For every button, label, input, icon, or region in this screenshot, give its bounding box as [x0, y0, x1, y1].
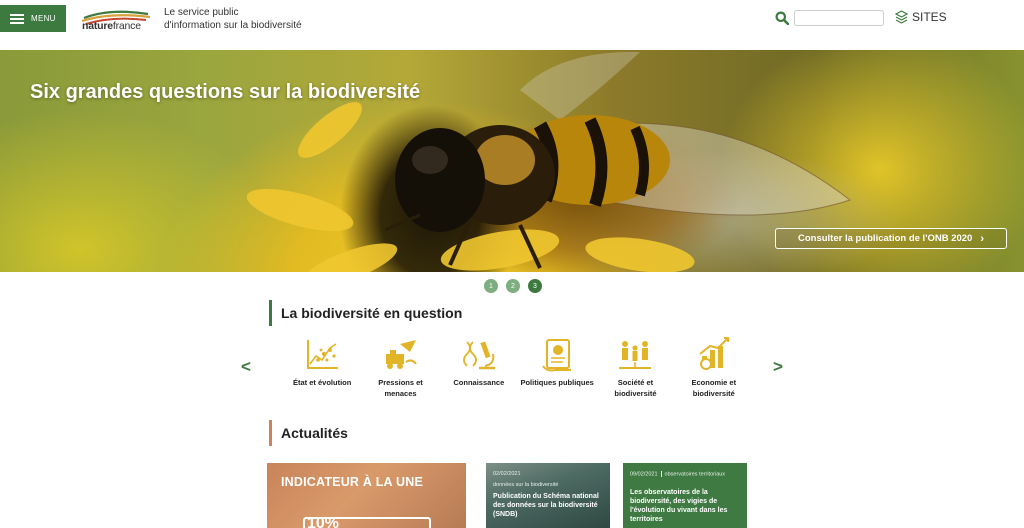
hero-title: Six grandes questions sur la biodiversité: [30, 81, 421, 103]
category-economie-biodiversite[interactable]: [675, 336, 753, 399]
pressure-icon: [380, 336, 420, 374]
category-societe-biodiversite[interactable]: [596, 336, 674, 399]
biodiversite-heading-text: La biodiversité en question: [281, 305, 463, 321]
sites-label: SITES: [912, 10, 947, 24]
menu-button[interactable]: [0, 5, 66, 32]
category-etat-evolution[interactable]: [283, 336, 361, 399]
hero-cta-button[interactable]: [775, 228, 1007, 249]
card-kicker: INDICATEUR À LA UNE: [281, 475, 423, 489]
menu-label: MENU: [31, 14, 56, 23]
site-header: [0, 0, 1024, 50]
actualites-section-heading: [269, 420, 348, 446]
news-card-sndb[interactable]: [486, 463, 610, 528]
economy-icon: [694, 336, 734, 374]
card-title: Publication du Schéma national des données sur la biodiversité (SNDB): [493, 493, 599, 518]
heading-accent-bar: [269, 300, 272, 326]
card-meta: 09/02/2021 observatoires territoriaux: [630, 471, 726, 478]
slide-dot-3[interactable]: 3: [528, 279, 542, 293]
categories-prev-button[interactable]: <: [241, 357, 251, 376]
actualites-heading-text: Actualités: [281, 425, 348, 441]
hero-cta-label: Consulter la publication de l'ONB 2020: [797, 233, 973, 244]
scroll-icon: [537, 336, 577, 374]
news-card-observatoires[interactable]: [623, 463, 747, 528]
heading-accent-bar: [269, 420, 272, 446]
layers-icon: [895, 10, 908, 24]
site-tagline: Le service public d'information sur la biodiversité: [164, 7, 302, 31]
category-label: Société et biodiversité: [614, 378, 657, 398]
news-card-indicateur[interactable]: [267, 463, 466, 528]
search-icon[interactable]: [775, 11, 789, 25]
category-label: État et évolution: [292, 378, 352, 387]
card-tag: données sur la biodiversité: [493, 482, 559, 488]
hero-banner: [0, 50, 1024, 272]
microscope-icon: [459, 336, 499, 374]
chart-icon: [302, 336, 342, 374]
card-meta: 02/02/2021: [493, 471, 521, 477]
search-input[interactable]: [794, 10, 884, 26]
category-connaissance[interactable]: [440, 336, 518, 399]
card-title: Les observatoires de la biodiversité, des vigies de l'évolution du vivant dans les territoires: [630, 489, 728, 523]
sites-button[interactable]: [895, 10, 947, 24]
logo-text: naturefrance: [82, 20, 141, 32]
card-value: 10%: [307, 515, 340, 528]
hamburger-icon: [10, 14, 24, 24]
chevron-right-icon: ›: [980, 232, 985, 245]
category-label: Politiques publiques: [520, 378, 594, 387]
categories-next-button[interactable]: >: [773, 357, 783, 376]
categories-carousel: [283, 336, 753, 399]
category-politiques-publiques[interactable]: [518, 336, 596, 399]
category-label: Connaissance: [453, 378, 505, 387]
category-label: Pressions et menaces: [378, 378, 423, 398]
category-pressions-menaces[interactable]: [361, 336, 439, 399]
slide-dot-1[interactable]: 1: [484, 279, 498, 293]
biodiversite-section-heading: [269, 300, 462, 326]
category-label: Economie et biodiversité: [691, 378, 737, 398]
people-icon: [615, 336, 655, 374]
slide-dot-2[interactable]: 2: [506, 279, 520, 293]
slider-pagination: [484, 279, 542, 293]
